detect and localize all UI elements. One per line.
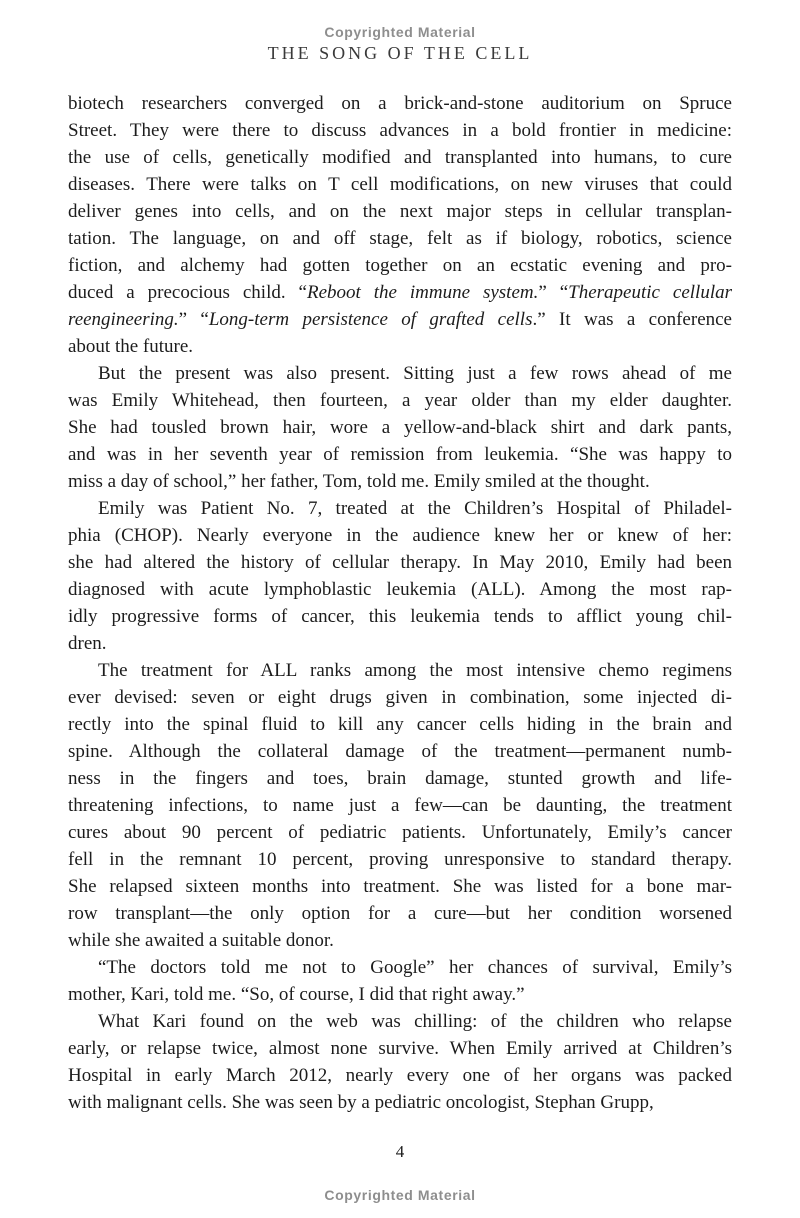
- text-line: and was in her seventh year of remission from leukemia. “She was happy to: [68, 444, 732, 465]
- text-line: deliver genes into cells, and on the next major steps in cellular transplan-: [68, 201, 732, 222]
- text-line: diagnosed with acute lymphoblastic leukemia (ALL). Among the most rap-: [68, 579, 732, 600]
- text-line: What Kari found on the web was chilling: of the children who relapse: [98, 1011, 732, 1032]
- text-line: “The doctors told me not to Google” her chances of survival, Emily’s: [98, 957, 732, 978]
- text-line: rectly into the spinal fluid to kill any cancer cells hiding in the brain and: [68, 714, 732, 735]
- header-copyright-notice: Copyrighted Material: [324, 24, 476, 40]
- text-line: reengineering.” “Long-term persistence of grafted cells.” It was a conference: [68, 309, 732, 330]
- text-line: dren.: [68, 633, 107, 654]
- text-line: miss a day of school,” her father, Tom, told me. Emily smiled at the thought.: [68, 471, 650, 492]
- text-line: threatening infections, to name just a few—can be daunting, the treatment: [68, 795, 732, 816]
- text-line: spine. Although the collateral damage of the treatment—permanent numb-: [68, 741, 732, 762]
- text-line: biotech researchers converged on a brick-and-stone auditorium on Spruce: [68, 93, 732, 114]
- text-line: Street. They were there to discuss advances in a bold frontier in medicine:: [68, 120, 732, 141]
- text-line: fiction, and alchemy had gotten together on an ecstatic evening and pro-: [68, 255, 732, 276]
- text-line: fell in the remnant 10 percent, proving unresponsive to standard therapy.: [68, 849, 732, 870]
- page-number: 4: [395, 1142, 405, 1161]
- text-line: ever devised: seven or eight drugs given in combination, some injected di-: [68, 687, 732, 708]
- text-line: was Emily Whitehead, then fourteen, a year older than my elder daughter.: [68, 390, 732, 411]
- text-line: mother, Kari, told me. “So, of course, I did that right away.”: [68, 984, 525, 1005]
- text-line: with malignant cells. She was seen by a pediatric oncologist, Stephan Grupp,: [68, 1092, 654, 1113]
- text-line: phia (CHOP). Nearly everyone in the audience knew her or knew of her:: [68, 525, 732, 546]
- text-line: early, or relapse twice, almost none survive. When Emily arrived at Children’s: [68, 1038, 732, 1059]
- text-line: tation. The language, on and off stage, felt as if biology, robotics, science: [68, 228, 732, 249]
- text-line: ness in the fingers and toes, brain damage, stunted growth and life-: [68, 768, 732, 789]
- text-line: while she awaited a suitable donor.: [68, 930, 334, 951]
- text-line: Emily was Patient No. 7, treated at the Children’s Hospital of Philadel-: [98, 498, 732, 519]
- text-line: She relapsed sixteen months into treatment. She was listed for a bone mar-: [68, 876, 732, 897]
- text-line: idly progressive forms of cancer, this leukemia tends to afflict young chil-: [68, 606, 732, 627]
- text-line: Hospital in early March 2012, nearly every one of her organs was packed: [68, 1065, 732, 1086]
- text-line: row transplant—the only option for a cure—but her condition worsened: [68, 903, 732, 924]
- text-line: cures about 90 percent of pediatric patients. Unfortunately, Emily’s cancer: [68, 822, 732, 843]
- text-line: the use of cells, genetically modified and transplanted into humans, to cure: [68, 147, 732, 168]
- text-line: duced a precocious child. “Reboot the immune system.” “Therapeutic cellular: [68, 282, 732, 303]
- text-line: The treatment for ALL ranks among the most intensive chemo regimens: [98, 660, 732, 681]
- text-line: She had tousled brown hair, wore a yellow-and-black shirt and dark pants,: [68, 417, 732, 438]
- text-line: she had altered the history of cellular therapy. In May 2010, Emily had been: [68, 552, 732, 573]
- body-text: [68, 90, 732, 1116]
- text-line: But the present was also present. Sitting just a few rows ahead of me: [98, 363, 732, 384]
- text-line: diseases. There were talks on T cell modifications, on new viruses that could: [68, 174, 732, 195]
- text-line: about the future.: [68, 336, 194, 357]
- footer-copyright-notice: Copyrighted Material: [324, 1187, 476, 1203]
- book-title: THE SONG OF THE CELL: [267, 43, 533, 63]
